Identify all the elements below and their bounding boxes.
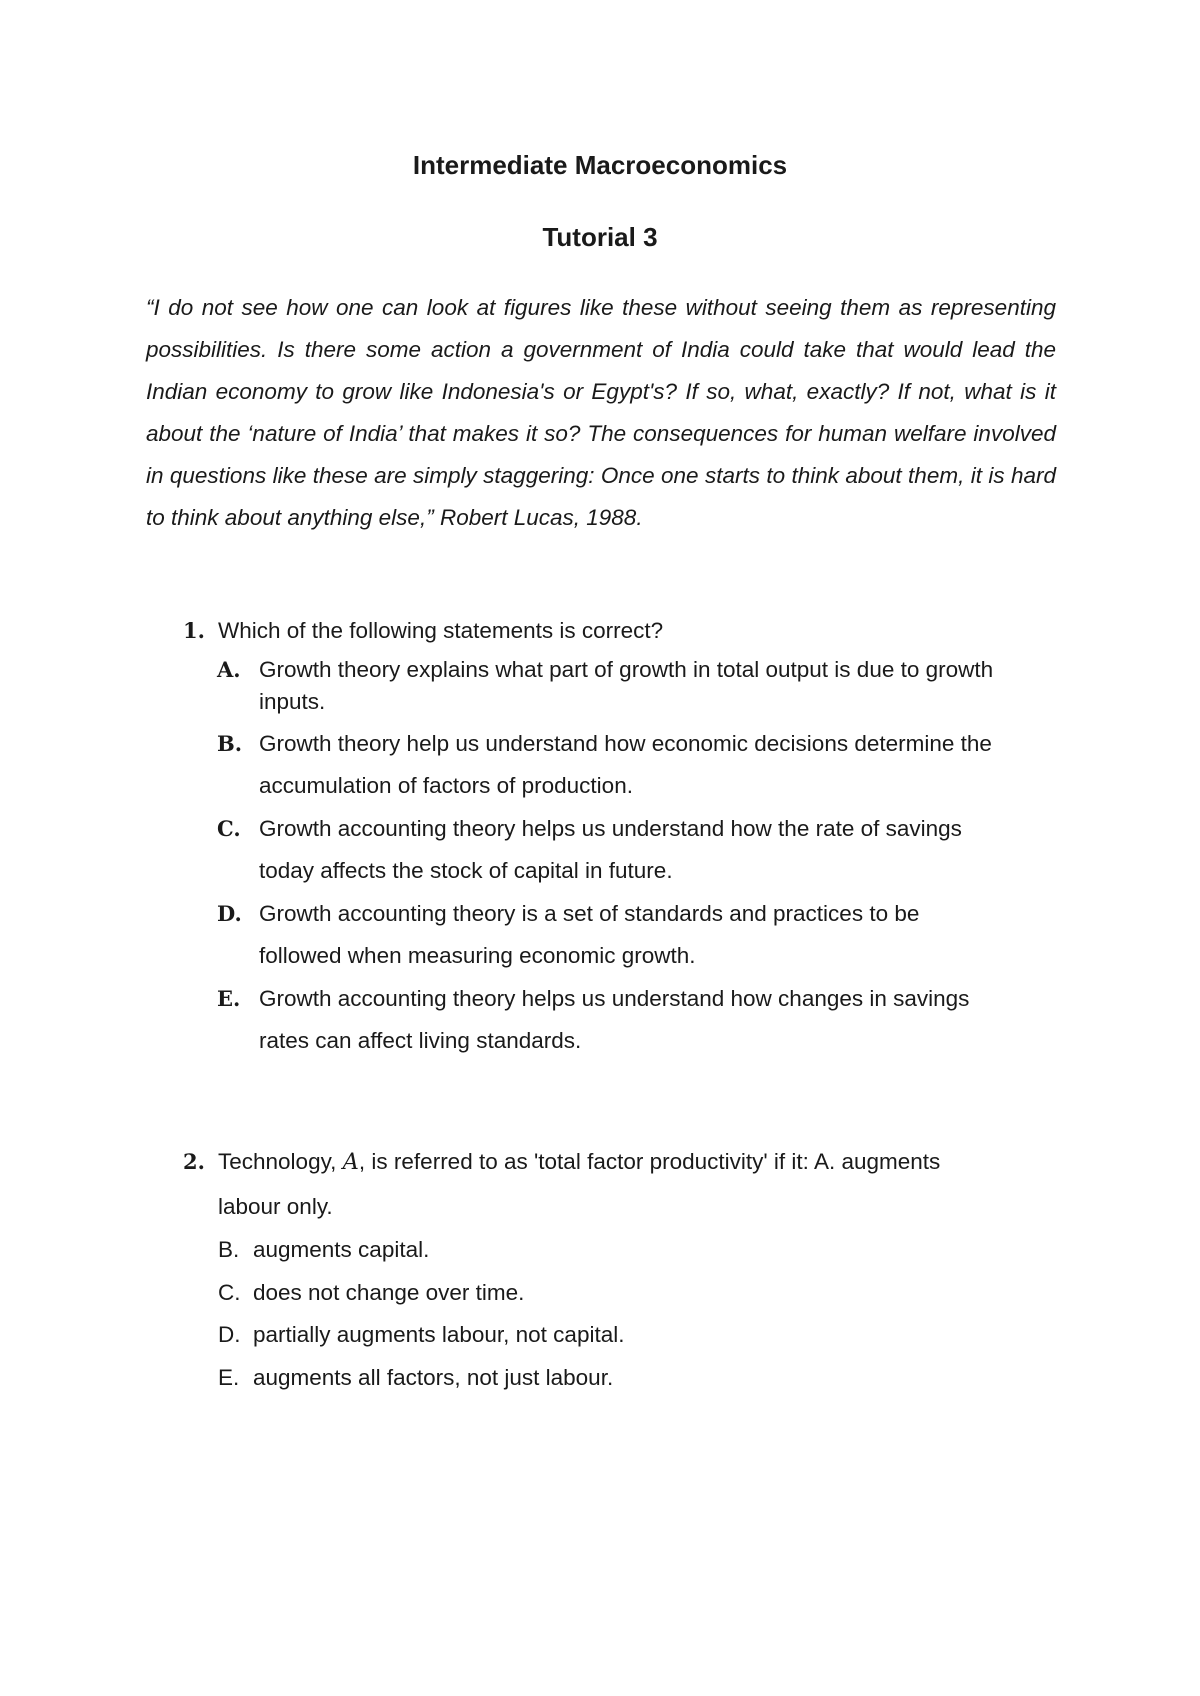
option-text-line2: rates can affect living standards. bbox=[259, 1028, 582, 1053]
option-text-line1: Growth accounting theory helps us understand how changes in savings bbox=[259, 986, 970, 1011]
option-text: augments all factors, not just labour. bbox=[253, 1365, 614, 1390]
question-text-before: Technology, bbox=[218, 1149, 343, 1174]
option-text-line1: Growth theory help us understand how economic decisions determine the bbox=[259, 731, 992, 756]
option-letter: E. bbox=[217, 986, 241, 1011]
option-letter: D. bbox=[217, 901, 242, 926]
option-letter: D. bbox=[218, 1322, 241, 1347]
question-number: 2. bbox=[183, 1149, 205, 1174]
question-number: 1. bbox=[183, 618, 205, 643]
document-subtitle: Tutorial 3 bbox=[542, 222, 658, 252]
question-text: Which of the following statements is correct? bbox=[218, 618, 664, 643]
option-text: partially augments labour, not capital. bbox=[253, 1322, 625, 1347]
option-text-line1: Growth accounting theory is a set of standards and practices to be bbox=[259, 901, 920, 926]
option-text-line2: today affects the stock of capital in future. bbox=[259, 858, 673, 883]
option-letter: B. bbox=[217, 731, 243, 756]
option-letter: C. bbox=[217, 816, 241, 841]
option-text: augments capital. bbox=[253, 1237, 430, 1262]
option-letter: E. bbox=[218, 1365, 240, 1390]
option-letter: B. bbox=[218, 1237, 240, 1262]
option-text-line1: Growth accounting theory helps us understand how the rate of savings bbox=[259, 816, 962, 841]
option-letter: A. bbox=[217, 657, 241, 682]
question-text bbox=[218, 1147, 1058, 1177]
option-text-line1: Growth theory explains what part of growth in total output is due to growth bbox=[259, 657, 994, 682]
option-text-line2: inputs. bbox=[259, 689, 326, 714]
question-text-line2: labour only. bbox=[218, 1194, 333, 1219]
option-text: does not change over time. bbox=[253, 1280, 525, 1305]
epigraph-quote: “I do not see how one can look at figures like these without seeing them as representing possibilities. Is there some action a government of India could take that would lead the Indian economy to grow like Indonesia's or Egypt's? If so, what, exactly? If not, what is it about the ‘nature of India’ that makes it so? The consequences for human welfare involved in questions like these are simply staggering: Once one starts to think about them, it is hard to think about anything else,” Robert Lucas, 1988. bbox=[146, 295, 1056, 530]
math-symbol: A bbox=[342, 1149, 359, 1175]
question-text-after: , is referred to as 'total factor productivity' if it: A. augments bbox=[358, 1149, 941, 1174]
option-letter: C. bbox=[218, 1280, 241, 1305]
option-text-line2: followed when measuring economic growth. bbox=[259, 943, 696, 968]
document-title: Intermediate Macroeconomics bbox=[412, 150, 788, 180]
option-text-line2: accumulation of factors of production. bbox=[259, 773, 633, 798]
